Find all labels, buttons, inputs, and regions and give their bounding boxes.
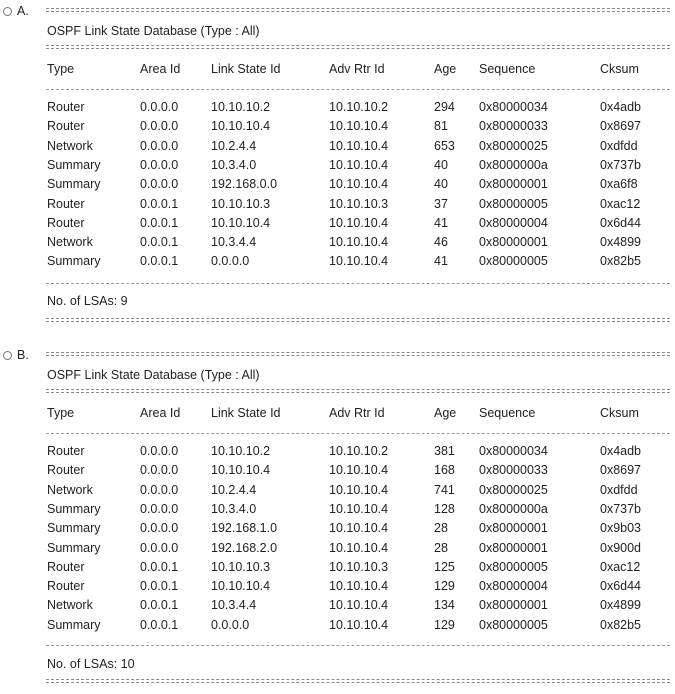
table-title: OSPF Link State Database (Type : All) [47, 24, 260, 38]
cell-adv-rtr-id: 10.10.10.3 [329, 196, 389, 211]
cell-link-state-id: 10.10.10.3 [211, 559, 271, 574]
cell-age: 81 [434, 119, 448, 134]
table-row [0, 541, 675, 560]
cell-sequence: 0x80000025 [479, 138, 548, 153]
option-letter: A. [17, 4, 29, 18]
radio-option-a[interactable] [3, 7, 12, 16]
cell-age: 28 [434, 540, 448, 555]
cell-sequence: 0x80000005 [479, 254, 548, 269]
table-row [0, 139, 675, 158]
cell-adv-rtr-id: 10.10.10.4 [329, 482, 389, 497]
table-row [0, 521, 675, 540]
cell-link-state-id: 10.3.4.0 [211, 501, 257, 516]
cell-type: Router [47, 463, 85, 478]
header-cksum: Cksum [600, 62, 639, 76]
cell-adv-rtr-id: 10.10.10.4 [329, 215, 389, 230]
cell-age: 129 [434, 617, 455, 632]
cell-link-state-id: 10.10.10.4 [211, 215, 271, 230]
cell-sequence: 0x80000001 [479, 521, 548, 536]
cell-adv-rtr-id: 10.10.10.4 [329, 617, 389, 632]
cell-sequence: 0x80000001 [479, 177, 548, 192]
cell-sequence: 0x80000004 [479, 579, 548, 594]
cell-sequence: 0x80000033 [479, 119, 548, 134]
table-row [0, 235, 675, 254]
cell-type: Network [47, 138, 93, 153]
cell-adv-rtr-id: 10.10.10.4 [329, 235, 389, 250]
cell-area-id: 0.0.0.0 [140, 444, 179, 458]
cell-age: 40 [434, 157, 448, 172]
separator-double [46, 8, 670, 9]
header-age: Age [434, 406, 457, 420]
header-link-state-id: Link State Id [211, 62, 281, 76]
cell-age: 41 [434, 215, 448, 230]
table-row [0, 177, 675, 196]
cell-link-state-id: 10.10.10.4 [211, 463, 271, 478]
cell-age: 46 [434, 235, 448, 250]
cell-cksum: 0x737b [600, 501, 642, 516]
cell-age: 37 [434, 196, 448, 211]
table-row [0, 463, 675, 482]
cell-sequence: 0x80000001 [479, 598, 548, 613]
cell-cksum: 0x8697 [600, 463, 642, 478]
table-row [0, 598, 675, 617]
header-type: Type [47, 62, 75, 76]
cell-age: 128 [434, 501, 455, 516]
cell-age: 294 [434, 100, 455, 114]
cell-cksum: 0xdfdd [600, 482, 638, 497]
cell-adv-rtr-id: 10.10.10.3 [329, 559, 389, 574]
table-row [0, 216, 675, 235]
table-row [0, 579, 675, 598]
cell-area-id: 0.0.0.1 [140, 559, 179, 574]
separator-double [46, 318, 670, 319]
cell-link-state-id: 0.0.0.0 [211, 254, 250, 269]
cell-type: Router [47, 444, 85, 458]
separator-double [46, 352, 670, 353]
table-row [0, 502, 675, 521]
cell-link-state-id: 192.168.1.0 [211, 521, 278, 536]
cell-type: Summary [47, 157, 101, 172]
separator-double [46, 45, 670, 46]
cell-type: Summary [47, 177, 101, 192]
cell-cksum: 0x6d44 [600, 579, 642, 594]
cell-adv-rtr-id: 10.10.10.2 [329, 444, 389, 458]
cell-age: 381 [434, 444, 455, 458]
separator-single [46, 283, 670, 284]
cell-area-id: 0.0.0.1 [140, 598, 179, 613]
cell-cksum: 0x4adb [600, 444, 642, 458]
cell-cksum: 0xdfdd [600, 138, 638, 153]
cell-sequence: 0x80000001 [479, 235, 548, 250]
cell-link-state-id: 10.10.10.2 [211, 100, 271, 114]
cell-area-id: 0.0.0.1 [140, 617, 179, 632]
cell-area-id: 0.0.0.1 [140, 254, 179, 269]
header-age: Age [434, 62, 457, 76]
cell-cksum: 0x6d44 [600, 215, 642, 230]
cell-area-id: 0.0.0.0 [140, 138, 179, 153]
cell-age: 40 [434, 177, 448, 192]
cell-adv-rtr-id: 10.10.10.4 [329, 501, 389, 516]
table-row [0, 158, 675, 177]
separator-double [46, 389, 670, 390]
table-header [0, 62, 675, 81]
cell-adv-rtr-id: 10.10.10.4 [329, 254, 389, 269]
cell-type: Router [47, 196, 85, 211]
cell-type: Summary [47, 501, 101, 516]
separator-single [46, 645, 670, 646]
cell-sequence: 0x80000005 [479, 559, 548, 574]
cell-adv-rtr-id: 10.10.10.4 [329, 521, 389, 536]
cell-cksum: 0x8697 [600, 119, 642, 134]
table-row [0, 444, 675, 463]
cell-adv-rtr-id: 10.10.10.4 [329, 579, 389, 594]
radio-option-b[interactable] [3, 351, 12, 360]
cell-link-state-id: 10.2.4.4 [211, 138, 257, 153]
cell-age: 129 [434, 579, 455, 594]
cell-cksum: 0xac12 [600, 559, 641, 574]
table-row [0, 560, 675, 579]
cell-type: Summary [47, 521, 101, 536]
cell-area-id: 0.0.0.0 [140, 521, 179, 536]
cell-type: Router [47, 215, 85, 230]
cell-adv-rtr-id: 10.10.10.4 [329, 463, 389, 478]
cell-adv-rtr-id: 10.10.10.4 [329, 598, 389, 613]
cell-cksum: 0xac12 [600, 196, 641, 211]
cell-type: Network [47, 482, 93, 497]
header-link-state-id: Link State Id [211, 406, 281, 420]
cell-sequence: 0x80000005 [479, 196, 548, 211]
cell-link-state-id: 10.10.10.4 [211, 579, 271, 594]
cell-adv-rtr-id: 10.10.10.4 [329, 177, 389, 192]
cell-type: Router [47, 119, 85, 134]
cell-type: Summary [47, 540, 101, 555]
table-row [0, 254, 675, 273]
cell-cksum: 0xa6f8 [600, 177, 638, 192]
cell-cksum: 0x4899 [600, 235, 642, 250]
header-cksum: Cksum [600, 406, 639, 420]
cell-area-id: 0.0.0.0 [140, 100, 179, 114]
cell-link-state-id: 10.10.10.3 [211, 196, 271, 211]
cell-type: Network [47, 598, 93, 613]
cell-adv-rtr-id: 10.10.10.2 [329, 100, 389, 114]
cell-age: 168 [434, 463, 455, 478]
cell-area-id: 0.0.0.1 [140, 235, 179, 250]
cell-cksum: 0x737b [600, 157, 642, 172]
cell-area-id: 0.0.0.0 [140, 119, 179, 134]
cell-type: Router [47, 559, 85, 574]
table-row [0, 100, 675, 119]
cell-link-state-id: 192.168.2.0 [211, 540, 278, 555]
cell-type: Router [47, 579, 85, 594]
cell-area-id: 0.0.0.0 [140, 463, 179, 478]
cell-adv-rtr-id: 10.10.10.4 [329, 138, 389, 153]
cell-link-state-id: 10.2.4.4 [211, 482, 257, 497]
cell-sequence: 0x80000001 [479, 540, 548, 555]
table-title: OSPF Link State Database (Type : All) [47, 368, 260, 382]
cell-area-id: 0.0.0.0 [140, 540, 179, 555]
cell-link-state-id: 10.3.4.0 [211, 157, 257, 172]
header-adv-rtr-id: Adv Rtr Id [329, 406, 385, 420]
cell-age: 41 [434, 254, 448, 269]
cell-sequence: 0x80000033 [479, 463, 548, 478]
cell-type: Summary [47, 254, 101, 269]
cell-type: Summary [47, 617, 101, 632]
cell-cksum: 0x4899 [600, 598, 642, 613]
cell-sequence: 0x80000025 [479, 482, 548, 497]
cell-cksum: 0x900d [600, 540, 642, 555]
header-sequence: Sequence [479, 62, 536, 76]
cell-sequence: 0x80000034 [479, 100, 548, 114]
cell-sequence: 0x8000000a [479, 501, 548, 516]
header-sequence: Sequence [479, 406, 536, 420]
header-area-id: Area Id [140, 62, 181, 76]
cell-cksum: 0x82b5 [600, 617, 642, 632]
cell-area-id: 0.0.0.0 [140, 501, 179, 516]
cell-sequence: 0x80000004 [479, 215, 548, 230]
lsa-count: No. of LSAs: 9 [47, 294, 128, 308]
cell-sequence: 0x80000034 [479, 444, 548, 458]
cell-link-state-id: 10.10.10.4 [211, 119, 271, 134]
cell-adv-rtr-id: 10.10.10.4 [329, 119, 389, 134]
cell-type: Network [47, 235, 93, 250]
cell-cksum: 0x9b03 [600, 521, 642, 536]
table-row [0, 483, 675, 502]
cell-age: 653 [434, 138, 455, 153]
cell-area-id: 0.0.0.0 [140, 177, 179, 192]
cell-cksum: 0x4adb [600, 100, 642, 114]
table-row [0, 197, 675, 216]
cell-link-state-id: 10.3.4.4 [211, 598, 257, 613]
cell-area-id: 0.0.0.1 [140, 579, 179, 594]
cell-sequence: 0x8000000a [479, 157, 548, 172]
header-area-id: Area Id [140, 406, 181, 420]
cell-area-id: 0.0.0.0 [140, 482, 179, 497]
cell-link-state-id: 10.3.4.4 [211, 235, 257, 250]
header-adv-rtr-id: Adv Rtr Id [329, 62, 385, 76]
cell-type: Router [47, 100, 85, 114]
cell-cksum: 0x82b5 [600, 254, 642, 269]
cell-sequence: 0x80000005 [479, 617, 548, 632]
cell-area-id: 0.0.0.0 [140, 157, 179, 172]
cell-area-id: 0.0.0.1 [140, 196, 179, 211]
cell-age: 741 [434, 482, 455, 497]
option-letter: B. [17, 348, 29, 362]
cell-age: 28 [434, 521, 448, 536]
cell-area-id: 0.0.0.1 [140, 215, 179, 230]
table-header [0, 406, 675, 425]
separator-single [46, 89, 670, 90]
separator-single [46, 433, 670, 434]
cell-adv-rtr-id: 10.10.10.4 [329, 540, 389, 555]
table-row [0, 119, 675, 138]
separator-double [46, 679, 670, 680]
lsa-count: No. of LSAs: 10 [47, 657, 135, 671]
cell-link-state-id: 10.10.10.2 [211, 444, 271, 458]
cell-age: 134 [434, 598, 455, 613]
cell-link-state-id: 0.0.0.0 [211, 617, 250, 632]
table-row [0, 618, 675, 637]
cell-age: 125 [434, 559, 455, 574]
cell-adv-rtr-id: 10.10.10.4 [329, 157, 389, 172]
header-type: Type [47, 406, 75, 420]
cell-link-state-id: 192.168.0.0 [211, 177, 278, 192]
